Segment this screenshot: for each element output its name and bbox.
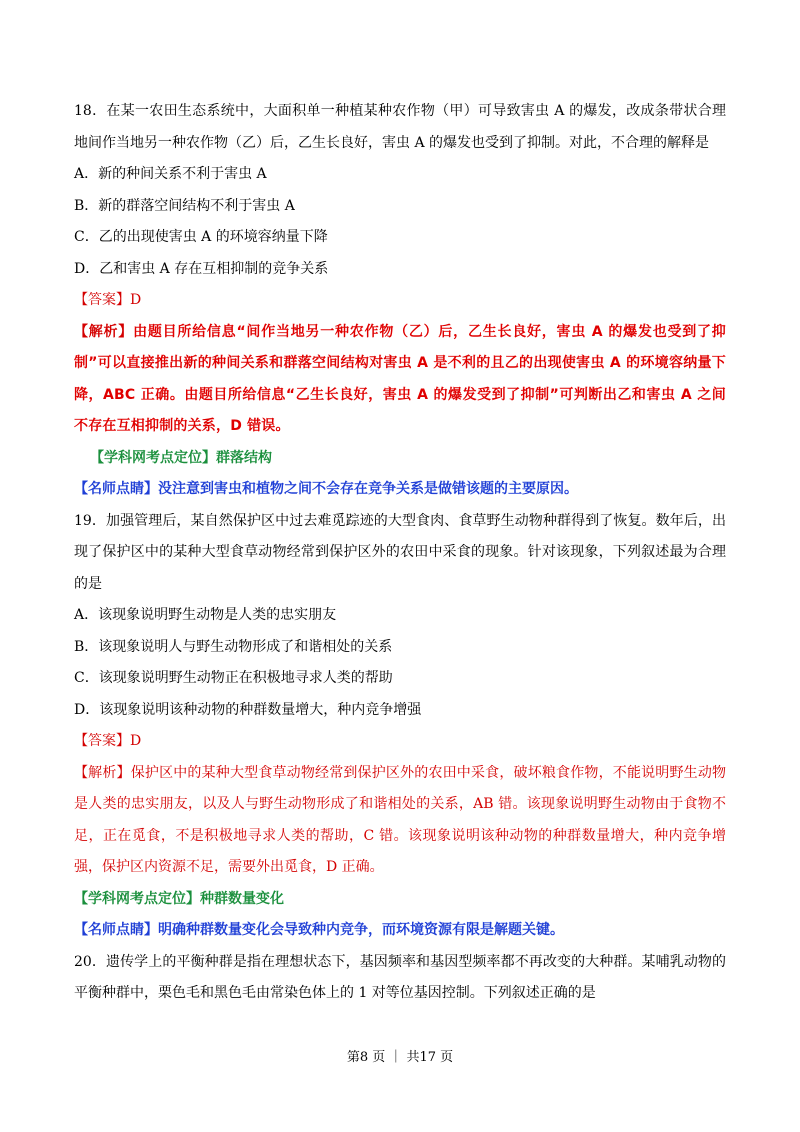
answer-tag: 【答案】 — [74, 733, 130, 749]
answer-value: D — [130, 292, 142, 308]
analysis-text: 由题目所给信息“间作当地另一种农作物（乙）后，乙生长良好，害虫 A 的爆发也受到了抑制”可以直接推出新的种间关系和群落空间结构对害虫 A 是不利的且乙的出现使害虫 A 的环境容纳量下降，ABC 正确。由题目所给信息“乙生长良好，害虫 A 的爆发受到了抑制”可判断出乙和害虫 A 之间不存在互相抑制的关系，D 错误。 — [74, 323, 726, 434]
question-19-option-d: D．该现象说明该种动物的种群数量增大，种内竞争增强 — [74, 701, 422, 718]
answer-value: D — [130, 733, 142, 749]
question-18-option-a: A．新的种间关系不利于害虫 A — [74, 166, 267, 182]
question-19-answer — [74, 726, 726, 758]
question-18-analysis — [74, 317, 726, 443]
mingshi-tag: 【名师点睛】 — [74, 481, 158, 497]
question-18-option-b: B．新的群落空间结构不利于害虫 A — [74, 197, 295, 214]
question-19-stem: 19．加强管理后，某自然保护区中过去难觅踪迹的大型食肉、食草野生动物种群得到了恢复。数年后，出现了保护区中的某种大型食草动物经常到保护区外的农田中采食的现象。针对该现象，下列叙述最为合理的是 — [74, 512, 726, 592]
question-18-option-c: C．乙的出现使害虫 A 的环境容纳量下降 — [74, 229, 328, 245]
mingshi-tag: 【名师点睛】 — [74, 922, 158, 938]
question-19-kaodian — [74, 884, 726, 916]
analysis-tag: 【解析】 — [74, 764, 131, 781]
question-18-option-d: D．乙和害虫 A 存在互相抑制的竞争关系 — [74, 260, 329, 277]
document-body — [74, 96, 726, 1010]
page-footer: 第8 页 ｜ 共17 页 — [346, 1050, 454, 1065]
question-18-kaodian — [74, 443, 726, 475]
mingshi-text: 明确种群数量变化会导致种内竞争，而环境资源有限是解题关键。 — [158, 922, 564, 938]
kaodian-text: 群落结构 — [216, 449, 272, 466]
question-20-stem: 20．遗传学上的平衡种群是指在理想状态下，基因频率和基因型频率都不再改变的大种群。某哺乳动物的平衡种群中，栗色毛和黑色毛由常染色体上的 1 对等位基因控制。下列叙述正确的是 — [74, 953, 726, 1001]
kaodian-tag: 【学科网考点定位】 — [74, 890, 200, 907]
question-19-mingshi — [74, 915, 726, 947]
question-19-option-b: B．该现象说明人与野生动物形成了和谐相处的关系 — [74, 638, 393, 655]
answer-tag: 【答案】 — [74, 292, 130, 308]
question-19-option-c: C．该现象说明野生动物正在积极地寻求人类的帮助 — [74, 670, 393, 686]
question-18-stem: 18．在某一农田生态系统中，大面积单一种植某种农作物（甲）可导致害虫 A 的爆发，改成条带状合理地间作当地另一种农作物（乙）后，乙生长良好，害虫 A 的爆发也受到了抑制。对此，不合理的解释是 — [74, 103, 726, 151]
kaodian-text: 种群数量变化 — [200, 890, 284, 907]
kaodian-tag: 【学科网考点定位】 — [90, 449, 216, 466]
question-18-answer — [74, 285, 726, 317]
analysis-text: 保护区中的某种大型食草动物经常到保护区外的农田中采食，破坏粮食作物，不能说明野生动物是人类的忠实朋友，以及人与野生动物形成了和谐相处的关系，AB 错。该现象说明野生动物由于食物不足，正在觅食，不是积极地寻求人类的帮助，C 错。该现象说明该种动物的种群数量增大，种内竞争增强，保护区内资源不足，需要外出觅食，D 正确。 — [74, 764, 727, 875]
analysis-tag: 【解析】 — [74, 323, 134, 340]
question-19-option-a: A．该现象说明野生动物是人类的忠实朋友 — [74, 607, 337, 623]
question-18-mingshi — [74, 474, 726, 506]
question-19-analysis — [74, 758, 726, 884]
mingshi-text: 没注意到害虫和植物之间不会存在竞争关系是做错该题的主要原因。 — [158, 481, 578, 497]
